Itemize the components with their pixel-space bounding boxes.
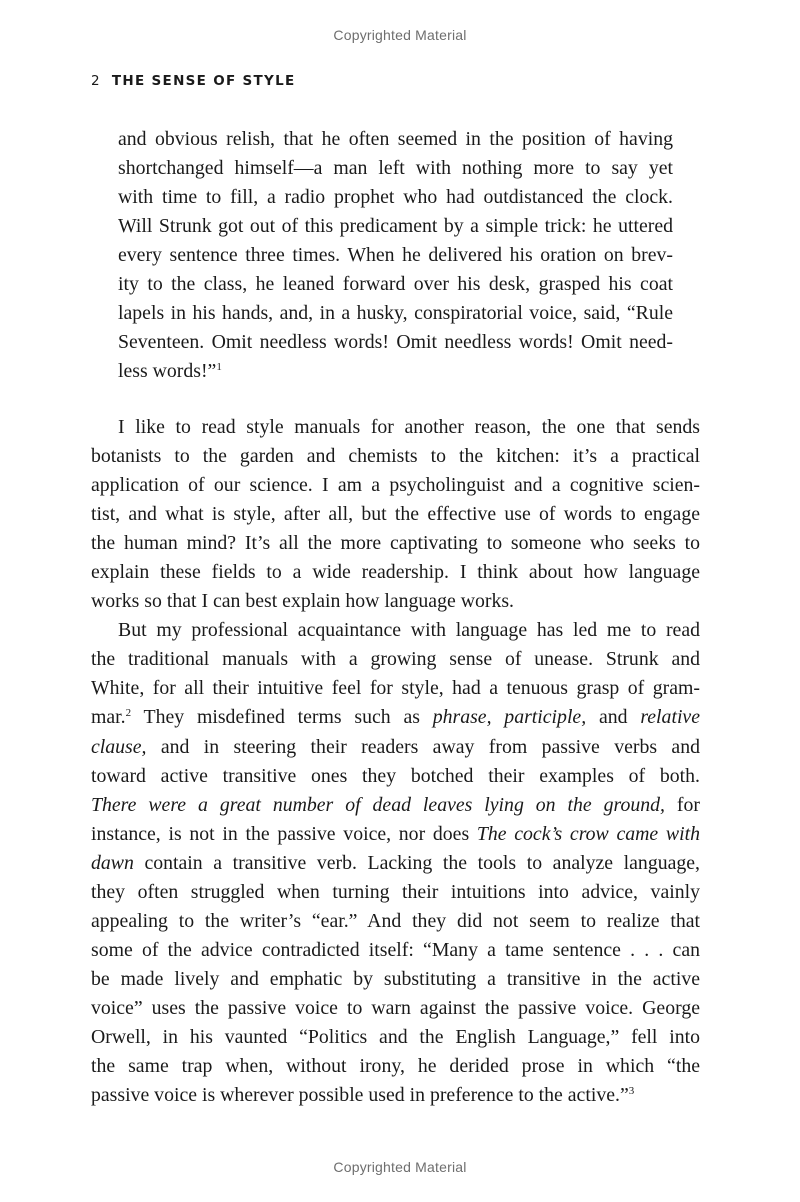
paragraph-line: botanists to the garden and chemists to the kitchen: it’s a practical [91, 445, 700, 468]
quote-line-last [118, 357, 673, 386]
paragraph-line: some of the advice contradicted itself: “Many a tame sentence . . . can [91, 938, 700, 961]
paragraph-line: be made lively and emphatic by substituting a transitive in the active [91, 967, 700, 990]
copyright-watermark-bottom: Copyrighted Material [333, 1159, 467, 1175]
paragraph-line [91, 791, 700, 820]
paragraph-line: they often struggled when turning their intuitions into advice, vainly [91, 880, 700, 903]
italic-example: The cock’s crow came with [476, 822, 700, 845]
italic-example: There were a great number of dead leaves lying on the ground, [91, 793, 665, 816]
footnote-ref-2: 2 [125, 707, 132, 720]
paragraph-line: the human mind? It’s all the more captivating to someone who seeks to [91, 532, 700, 555]
block-quote [118, 125, 673, 386]
paragraph-line: appealing to the writer’s “ear.” And they did not seem to realize that [91, 909, 700, 932]
paragraph-line [91, 820, 700, 849]
italic-term: relative [640, 706, 700, 729]
quote-line: ity to the class, he leaned forward over his desk, grasped his coat [118, 273, 673, 296]
paragraph-line [91, 1081, 700, 1110]
paragraph-line: Orwell, in his vaunted “Politics and the English Language,” fell into [91, 1025, 700, 1048]
text-run: and in steering their readers away from passive verbs and [146, 735, 700, 758]
paragraph-line: I like to read style manuals for another reason, the one that sends [118, 416, 700, 438]
quote-line: every sentence three times. When he delivered his oration on brev- [118, 244, 673, 267]
text-run: passive voice is wherever possible used in preference to the active.” [91, 1084, 629, 1107]
paragraph-2 [91, 616, 700, 1110]
paragraph-line: works so that I can best explain how language works. [91, 590, 514, 613]
paragraph-1 [91, 413, 700, 616]
paragraph-line: But my professional acquaintance with language has led me to read [118, 619, 700, 642]
paragraph-line: tist, and what is style, after all, but the effective use of words to engage [91, 503, 700, 526]
copyright-watermark-top: Copyrighted Material [333, 27, 467, 43]
italic-term: clause, [91, 735, 147, 758]
paragraph-line: application of our science. I am a psycholinguist and a cognitive scien- [91, 474, 700, 497]
paragraph-line [91, 733, 700, 762]
page-number: 2 [91, 73, 101, 89]
quote-text: less words!” [118, 360, 217, 383]
paragraph-line: voice” uses the passive voice to warn against the passive voice. George [91, 996, 700, 1019]
text-run: for [664, 793, 700, 816]
paragraph-line [91, 703, 700, 732]
paragraph-line: the same trap when, without irony, he derided prose in which “the [91, 1055, 700, 1078]
paragraph-line: White, for all their intuitive feel for style, had a tenuous grasp of gram- [91, 677, 700, 700]
paragraph-line: toward active transitive ones they botched their examples of both. [91, 764, 700, 787]
paragraph-line [91, 849, 700, 878]
paragraph-line: explain these fields to a wide readership. I think about how language [91, 561, 700, 584]
quote-line: lapels in his hands, and, in a husky, conspiratorial voice, said, “Rule [118, 302, 673, 325]
text-run: instance, is not in the passive voice, nor does [91, 822, 477, 845]
quote-line: and obvious relish, that he often seemed in the position of having [118, 128, 673, 150]
quote-line: shortchanged himself—a man left with nothing more to say yet [118, 157, 673, 180]
footnote-ref-1: 1 [216, 361, 222, 374]
paragraph-line: the traditional manuals with a growing sense of unease. Strunk and [91, 648, 700, 671]
text-run: contain a transitive verb. Lacking the tools to analyze language, [133, 851, 700, 874]
italic-example: dawn [91, 851, 134, 874]
quote-line: Seventeen. Omit needless words! Omit needless words! Omit need- [118, 331, 673, 354]
text-run: They misdefined terms such as [131, 706, 433, 729]
quote-line: with time to fill, a radio prophet who had outdistanced the clock. [118, 186, 673, 209]
footnote-ref-3: 3 [628, 1084, 635, 1097]
text-run: mar. [91, 706, 126, 729]
running-head [91, 73, 296, 89]
text-run: and [586, 706, 641, 729]
italic-term: phrase, participle, [432, 706, 587, 729]
body-text [91, 413, 700, 1110]
book-title: THE SENSE OF STYLE [111, 73, 296, 89]
quote-line: Will Strunk got out of this predicament by a simple trick: he uttered [118, 215, 673, 238]
